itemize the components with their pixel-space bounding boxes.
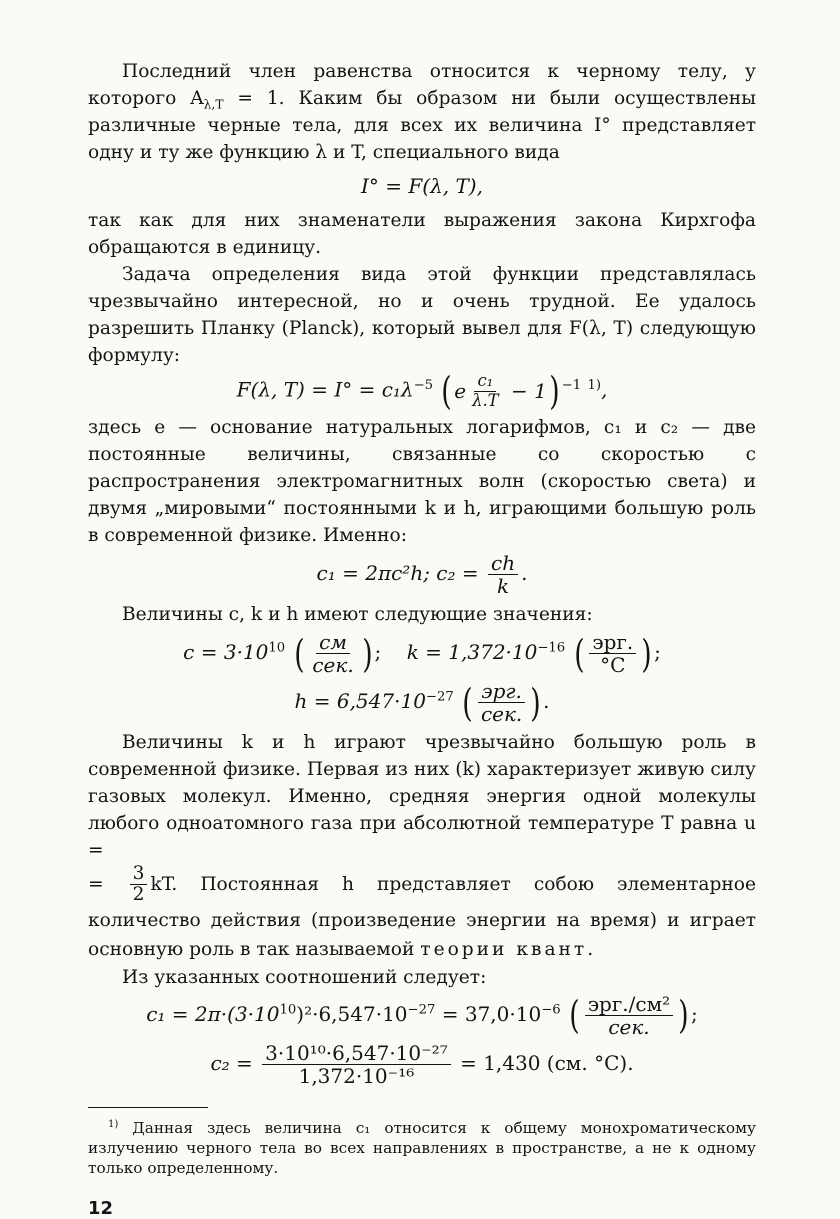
c1-c2-end: . bbox=[521, 561, 528, 585]
planck-exponent-fraction bbox=[469, 372, 502, 409]
planck-exp-num: c₁ bbox=[474, 372, 496, 391]
c2-fraction bbox=[488, 552, 518, 597]
footnote-text: Данная здесь величина c₁ относится к общему монохроматическому излучению черного тела во всех направлениях в пространстве, а не к одному только определенному. bbox=[88, 1118, 756, 1177]
paragraph-2: так как для них знаменатели выражения закона Кирхгофа обращаются в единицу. bbox=[88, 210, 756, 258]
c-exponent: 10 bbox=[268, 640, 286, 656]
left-paren: ( bbox=[441, 369, 453, 413]
c-unit-fraction bbox=[309, 631, 356, 676]
h-exponent: −27 bbox=[425, 689, 454, 705]
paragraph-7-text: kT. Постоянная h представляет собою элементарное количество действия (произведение энергии на время) и играет основную роль в так называемой bbox=[88, 873, 756, 960]
paragraph-1-subscript: λ,T bbox=[203, 97, 224, 112]
paragraph-1-continuation: = 1. Каким бы образом ни были осуществлены различные черные тела, для всех их величина I° представляет одну и ту же функцию λ и T, специального вида bbox=[88, 88, 756, 163]
right-paren: ) bbox=[549, 369, 560, 413]
three-halves-fraction bbox=[130, 864, 148, 906]
h-unit-den: сек. bbox=[480, 702, 523, 726]
footnote bbox=[88, 1118, 756, 1178]
c1-unit-fraction bbox=[585, 993, 673, 1038]
planck-end: , bbox=[601, 377, 608, 402]
c2-numerator: ch bbox=[488, 552, 518, 575]
c1-numeric-b-exp: −27 bbox=[407, 1002, 436, 1018]
equation-c1-numeric bbox=[88, 993, 756, 1038]
right-paren: ) bbox=[361, 631, 373, 676]
paragraph-7-lead: = bbox=[88, 873, 127, 895]
h-units bbox=[460, 680, 543, 725]
c-unit-num: см bbox=[316, 631, 350, 654]
planck-lambda-exponent: −5 bbox=[413, 377, 434, 393]
equation-constants-c1-c2 bbox=[88, 552, 756, 597]
k-exponent: −16 bbox=[537, 640, 566, 656]
three-halves-num: 3 bbox=[130, 864, 148, 885]
k-unit-fraction bbox=[589, 631, 636, 676]
left-paren: ( bbox=[573, 631, 585, 676]
c1-numeric-c: = 37,0·10 bbox=[435, 1001, 542, 1026]
c1-c2-lhs: c₁ = 2πc²h; c₂ = bbox=[316, 561, 479, 585]
planck-bracket-power: −1 bbox=[561, 377, 582, 393]
c-k-end: ; bbox=[654, 640, 661, 664]
c2-numeric-den: 1,372·10⁻¹⁶ bbox=[298, 1063, 415, 1088]
paragraph-6: Величины k и h играют чрезвычайно большую роль в современной физике. Первая из них (k) характеризует живую силу газовых молекул. Именно, средняя энергия одной молекулы любого одноатомного газа при абсолютной температуре T равна u = bbox=[88, 732, 756, 861]
h-unit-fraction bbox=[478, 680, 525, 725]
c-value: c = 3·10 bbox=[183, 640, 269, 664]
c2-numeric-num: 3·10¹⁰·6,547·10⁻²⁷ bbox=[262, 1042, 451, 1065]
paragraph-3: Задача определения вида этой функции представлялась чрезвычайно интересной, но и очень трудной. Ее удалось разрешить Планку (Planck), который вывел для F(λ, T) следующую формулу: bbox=[88, 264, 756, 366]
footnote-divider bbox=[88, 1107, 208, 1108]
c-units bbox=[292, 631, 375, 676]
equation-h-value bbox=[88, 680, 756, 725]
right-paren: ) bbox=[678, 993, 689, 1038]
c2-numeric-fraction bbox=[262, 1042, 451, 1087]
c1-numeric-end: ; bbox=[691, 1001, 698, 1026]
h-end: . bbox=[543, 689, 550, 713]
c1-numeric-a-exp: 10 bbox=[279, 1002, 297, 1018]
left-paren: ( bbox=[293, 631, 305, 676]
paragraph-7-spaced-term: теории квант. bbox=[420, 938, 597, 960]
equation-planck-formula bbox=[88, 369, 756, 413]
paragraph-5: Величины c, k и h имеют следующие значения: bbox=[122, 604, 593, 625]
footnote-reference: 1) bbox=[587, 377, 601, 393]
paragraph-7 bbox=[88, 864, 756, 964]
left-paren: ( bbox=[569, 993, 580, 1038]
c1-unit-den: сек. bbox=[608, 1014, 650, 1039]
c1-unit-num: эрг./см² bbox=[585, 993, 673, 1016]
paragraph-8: Из указанных соотношений следует: bbox=[122, 966, 487, 988]
paragraph-4: здесь e — основание натуральных логарифмов, c₁ и c₂ — две постоянные величины, связанные со скоростью c распространения электромагнитных волн (скоростью света) и двумя „мировыми“ постоянными k и h, играющими большую роль в современной физике. Именно: bbox=[88, 417, 756, 546]
c1-numeric-b: )²·6,547·10 bbox=[296, 1001, 408, 1026]
k-unit-den: °C bbox=[600, 653, 626, 677]
planck-e: e bbox=[454, 379, 467, 403]
right-paren: ) bbox=[641, 631, 652, 676]
c2-numeric-rhs: = 1,430 (см. °C). bbox=[460, 1050, 634, 1075]
h-unit-num: эрг. bbox=[478, 680, 524, 703]
k-units bbox=[572, 631, 655, 676]
paragraph-1-text: Последний член равенства относится к черному телу, у которого A bbox=[88, 61, 756, 109]
c-unit-den: сек. bbox=[312, 653, 354, 677]
c1-numeric-c-exp: −6 bbox=[541, 1002, 561, 1018]
planck-minus-one: − 1 bbox=[510, 379, 547, 403]
k-unit-num: эрг. bbox=[589, 631, 636, 654]
c1-units bbox=[567, 993, 691, 1038]
left-paren: ( bbox=[462, 680, 473, 725]
footnote-marker: 1) bbox=[108, 1118, 119, 1130]
right-paren: ) bbox=[530, 680, 541, 725]
c2-denominator: k bbox=[496, 574, 510, 598]
c1-numeric-a: c₁ = 2π·(3·10 bbox=[146, 1001, 280, 1026]
h-value: h = 6,547·10 bbox=[294, 689, 426, 713]
equation-planck-function: I° = F(λ, T), bbox=[361, 174, 483, 198]
planck-exp-den: λ.T bbox=[472, 390, 499, 410]
page-number: 12 bbox=[88, 1197, 114, 1219]
c2-numeric-lhs: c₂ = bbox=[210, 1050, 253, 1075]
paragraph-1 bbox=[88, 58, 756, 166]
planck-bracket bbox=[439, 369, 561, 413]
equation-c2-numeric bbox=[88, 1042, 756, 1087]
three-halves-den: 2 bbox=[132, 884, 145, 906]
planck-lhs: F(λ, T) = I° = c₁λ bbox=[236, 377, 414, 402]
k-value: k = 1,372·10 bbox=[406, 640, 538, 664]
equation-c-k-values: $c = 3\cdot 10^{10}$ ( $\frac{см}{\text{сек.}}$ ) ; $k = 1,372\cdot 10^{-16}$ ( $\frac{\text{эрг.}}{^\circ C}$ ) ; bbox=[183, 630, 661, 677]
